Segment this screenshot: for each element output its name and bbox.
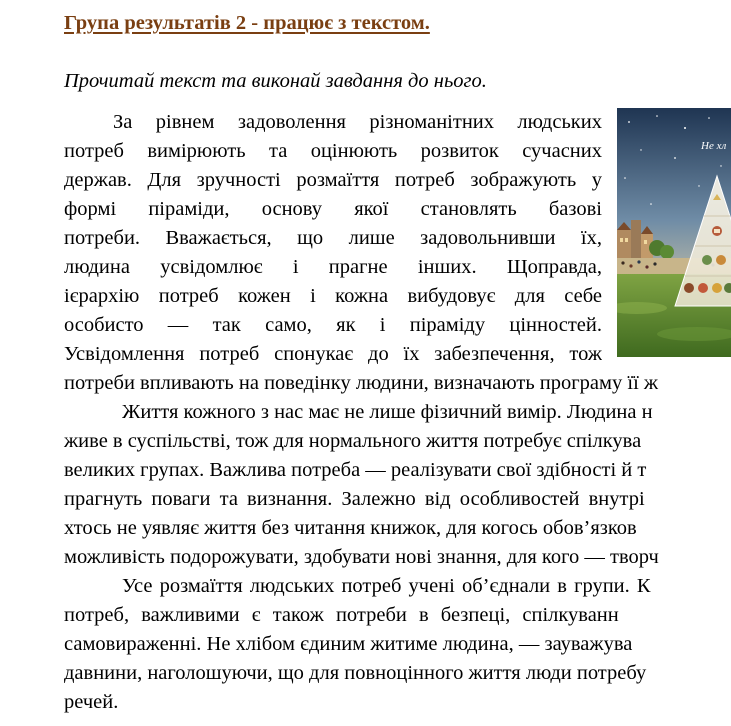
text-line: хтось не уявляє життя без читання книжок, для когось обов’язков <box>64 517 637 539</box>
text-line: речей. <box>64 691 119 713</box>
needs-pyramid-illustration <box>617 108 731 357</box>
task-instruction: Прочитай текст та виконай завдання до нього. <box>64 70 487 92</box>
text-line: живе в суспільстві, тож для нормального життя потребує спілкува <box>64 430 642 452</box>
section-heading: Група результатів 2 - працює з текстом. <box>64 12 430 34</box>
illustration-caption: Не хл <box>701 140 727 152</box>
text-line: Життя кожного з нас має не лише фізичний вимір. Людина н <box>122 401 653 423</box>
text-line: формі піраміди, основу якої становлять базові <box>64 198 602 220</box>
text-line: потреб вимірюють та оцінюють розвиток сучасних <box>64 140 602 162</box>
text-line: самовираженні. Не хлібом єдиним житиме людина, — зауважува <box>64 633 633 655</box>
text-line: великих групах. Важлива потреба — реалізувати свої здібності й т <box>64 459 647 481</box>
text-line: За рівнем задоволення різноманітних людських <box>113 111 602 133</box>
text-line: держав. Для зручності розмаїття потреб зображують у <box>64 169 602 191</box>
text-line: людина усвідомлює і прагне інших. Щоправда, <box>64 256 602 278</box>
text-line: ієрархію потреб кожен і кожна вибудовує для себе <box>64 285 602 307</box>
text-line: Усе розмаїття людських потреб учені об’єднали в групи. К <box>122 575 651 597</box>
text-line: можливість подорожувати, здобувати нові знання, для кого — творч <box>64 546 659 568</box>
text-line: давнини, наголошуючи, що для повноцінного життя люди потребу <box>64 662 647 684</box>
text-line: потреби впливають на поведінку людини, визначають програму її ж <box>64 372 659 394</box>
text-line: потреби. Вважається, що лише задовольнивши їх, <box>64 227 602 249</box>
text-line: особисто — так само, як і піраміду цінностей. <box>64 314 602 336</box>
text-line: потреб, важливими є також потреби в безпеці, спілкуванн <box>64 604 619 626</box>
text-line: прагнуть поваги та визнання. Залежно від особливостей внутрі <box>64 488 645 510</box>
text-line: Усвідомлення потреб спонукає до їх забезпечення, тож <box>64 343 602 365</box>
